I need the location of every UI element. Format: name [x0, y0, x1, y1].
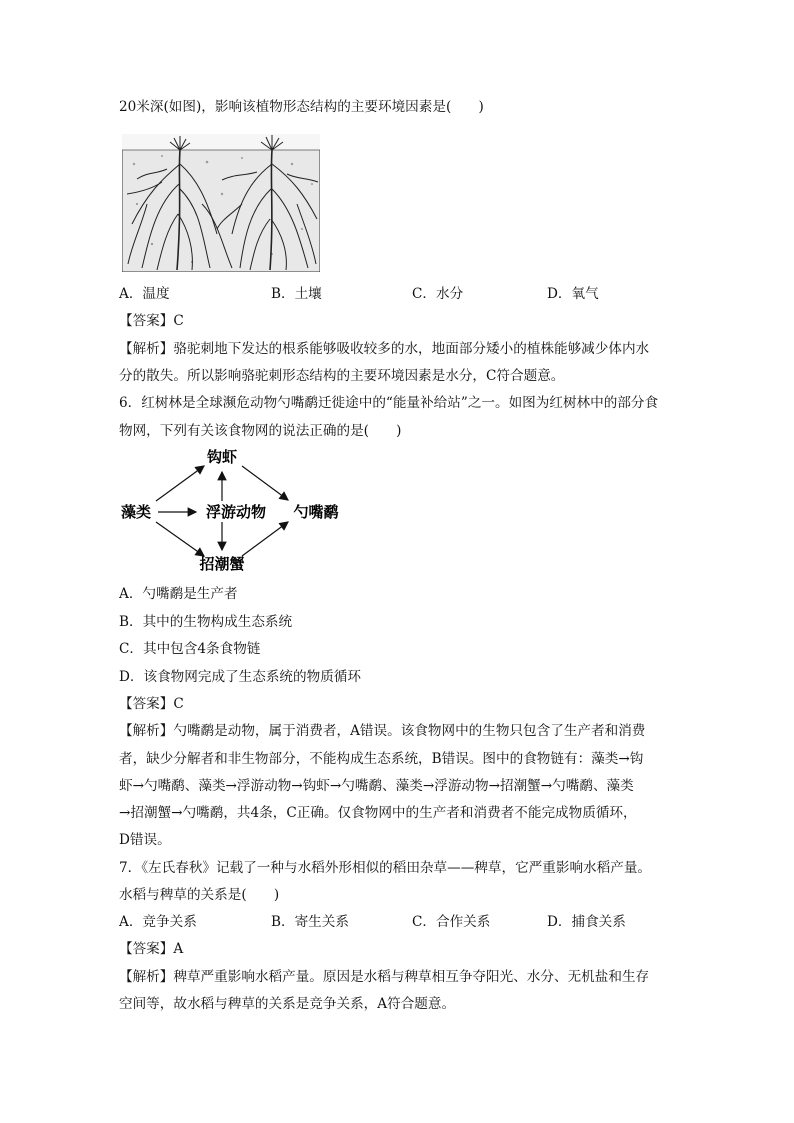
q6-analysis-line: 虾→勺嘴鹬、藻类→浮游动物→钩虾→勺嘴鹬、藻类→浮游动物→招潮蟹→勺嘴鹬、藻类 — [119, 778, 634, 794]
roots-illustration — [122, 134, 320, 272]
q5-answer: 【答案】C — [119, 313, 184, 329]
q6-option-d[interactable]: D．该食物网完成了生态系统的物质循环 — [119, 669, 361, 685]
node-shrimp: 钩虾 — [206, 448, 238, 466]
q7-answer: 【答案】A — [119, 941, 184, 957]
arrow-algae-shrimp — [156, 466, 204, 501]
food-web-diagram — [118, 446, 343, 574]
q7-option-b[interactable]: B．寄生关系 — [271, 914, 349, 930]
node-algae: 藻类 — [120, 503, 152, 521]
q5-option-a[interactable]: A．温度 — [119, 286, 170, 302]
q7-stem-line: 7．《左氏春秋》记载了一种与水稻外形相似的稻田杂草——稗草，它严重影响水稻产量。 — [119, 860, 652, 876]
q6-stem-line: 6．红树林是全球濒危动物勺嘴鹬迁徙途中的“能量补给站”之一。如图为红树林中的部分食 — [119, 395, 659, 411]
q6-answer: 【答案】C — [119, 696, 184, 712]
q5-options — [119, 284, 679, 304]
q7-options — [119, 912, 679, 932]
q5-analysis-line: 【解析】骆驼刺地下发达的根系能够吸收较多的水，地面部分矮小的植株能够减少体内水 — [119, 341, 650, 357]
q6-analysis-line: 者，缺少分解者和非生物部分，不能构成生态系统，B错误。图中的食物链有：藻类→钩 — [119, 751, 644, 767]
q6-analysis-line: D错误。 — [119, 832, 171, 848]
q6-analysis-line: →招潮蟹→勺嘴鹬，共4条，C正确。仅食物网中的生产者和消费者不能完成物质循环， — [119, 805, 637, 821]
arrow-shrimp-spoonbill — [242, 466, 288, 500]
q7-option-d[interactable]: D．捕食关系 — [547, 914, 626, 930]
q5-option-c[interactable]: C．水分 — [412, 286, 464, 302]
node-zooplankton: 浮游动物 — [205, 503, 267, 521]
q6-option-b[interactable]: B．其中的生物构成生态系统 — [119, 614, 293, 630]
q7-analysis-line: 空间等，故水稻与稗草的关系是竞争关系，A符合题意。 — [119, 996, 456, 1012]
node-spoonbill: 勺嘴鹬 — [293, 503, 339, 521]
q5-stem: 20米深(如图)，影响该植物形态结构的主要环境因素是( ) — [119, 99, 484, 115]
arrow-algae-crab — [156, 522, 204, 556]
q6-analysis-line: 【解析】勺嘴鹬是动物，属于消费者，A错误。该食物网中的生物只包含了生产者和消费 — [119, 723, 646, 739]
q5-option-d[interactable]: D．氧气 — [547, 286, 599, 302]
q6-stem-line: 物网，下列有关该食物网的说法正确的是( ) — [119, 423, 402, 439]
q6-option-c[interactable]: C．其中包含4条食物链 — [119, 641, 261, 657]
arrow-crab-spoonbill — [242, 522, 288, 556]
node-crab: 招潮蟹 — [199, 555, 245, 573]
camelthorn-roots-figure — [122, 134, 320, 272]
q5-analysis-line: 分的散失。所以影响骆驼刺形态结构的主要环境因素是水分，C符合题意。 — [119, 368, 565, 384]
q7-option-a[interactable]: A．竞争关系 — [119, 914, 197, 930]
q6-option-a[interactable]: A．勺嘴鹬是生产者 — [119, 586, 238, 602]
q7-analysis-line: 【解析】稗草严重影响水稻产量。原因是水稻与稗草相互争夺阳光、水分、无机盐和生存 — [119, 969, 650, 985]
q7-option-c[interactable]: C．合作关系 — [412, 914, 491, 930]
q5-option-b[interactable]: B．土壤 — [271, 286, 322, 302]
q7-stem-line: 水稻与稗草的关系是( ) — [119, 887, 280, 903]
